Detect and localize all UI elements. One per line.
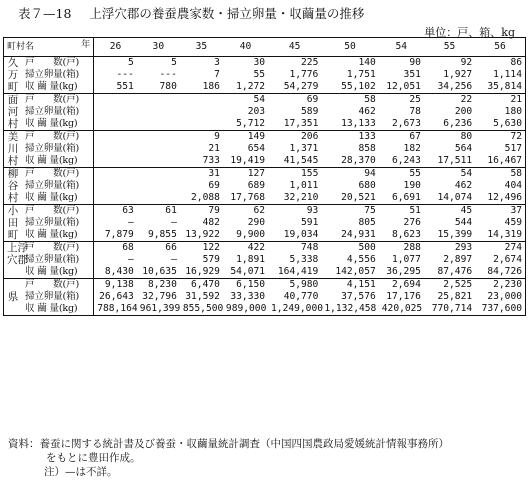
value-cell: 748 [301, 242, 319, 253]
value-cell: 68 [122, 242, 134, 253]
value-cell: 5 [171, 57, 177, 68]
value-cell [137, 106, 180, 118]
value-cell: 1,272 [223, 81, 268, 94]
value-cell: 680 [358, 180, 376, 191]
value-cell: 404 [504, 180, 522, 191]
town-name-cell: 村 [4, 155, 22, 168]
value-cell: 69 [208, 180, 220, 191]
source-note-continued: をもとに豊田作成。 [46, 452, 141, 464]
value-cell: 462 [358, 106, 376, 117]
value-cell: 55 [409, 168, 421, 179]
value-cell: 16,929 [180, 266, 223, 279]
town-name-cell: 久 [7, 57, 19, 69]
table-row [4, 69, 526, 81]
value-cell: — [128, 254, 134, 265]
year-column-header: 年 [81, 40, 91, 50]
value-cell: 276 [403, 217, 421, 228]
value-cell: 37,576 [341, 291, 376, 302]
town-name-cell [4, 266, 22, 279]
value-cell: 2,088 [180, 192, 223, 205]
header-row [4, 38, 526, 57]
value-cell: 25,821 [437, 291, 473, 302]
value-cell: 6,470 [191, 279, 220, 290]
value-cell: 12,051 [379, 81, 424, 94]
value-cell: 788,164 [94, 303, 137, 316]
value-cell: 54 [253, 94, 266, 105]
metric-label-cell: 掃立卵量(箱) [22, 106, 94, 118]
value-cell: 16,467 [475, 155, 525, 168]
value-cell: 86 [510, 57, 522, 68]
value-cell: 54,071 [223, 266, 268, 279]
value-cell: 2,525 [443, 279, 473, 290]
footnote: 注）—は不詳。 [44, 466, 118, 478]
table-number: 表７—18 [18, 6, 72, 21]
value-cell: 45 [460, 205, 473, 216]
value-cell: — [128, 217, 134, 228]
value-cell: 17,511 [424, 155, 475, 168]
value-cell [180, 106, 223, 118]
year-header: 45 [268, 38, 321, 57]
town-name-cell: 面 [7, 94, 19, 106]
value-cell: 155 [301, 168, 319, 179]
value-cell: 589 [301, 106, 319, 117]
year-header: 54 [379, 38, 424, 57]
value-cell: 1,927 [443, 69, 473, 80]
table-row [4, 155, 526, 168]
value-cell: 8,623 [379, 229, 424, 242]
value-cell: 2,673 [379, 118, 424, 131]
value-cell: 58 [364, 94, 376, 105]
value-cell [94, 118, 137, 131]
town-name-cell: 田 [7, 217, 19, 229]
table-row [4, 217, 526, 229]
value-cell [94, 143, 137, 155]
town-name-cell: 穴郡 [7, 254, 28, 266]
value-cell: 40,770 [283, 291, 319, 302]
value-cell: 855,500 [180, 303, 223, 316]
table-row [4, 303, 526, 316]
metric-label-cell: 収 繭 量(kg) [22, 229, 94, 242]
value-cell: 61 [165, 205, 177, 216]
value-cell: 1,371 [289, 143, 319, 154]
value-cell: 28,370 [321, 155, 378, 168]
value-cell: 30 [253, 57, 266, 68]
value-cell: 3 [214, 57, 220, 68]
value-cell: 500 [358, 242, 376, 253]
metric-label-cell: 戸 数(戸) [22, 205, 94, 218]
table-title [18, 4, 364, 22]
value-cell: 9 [214, 131, 220, 142]
value-cell: 9,900 [223, 229, 268, 242]
value-cell: 4,151 [346, 279, 376, 290]
value-cell: 591 [301, 217, 319, 228]
value-cell: 31,592 [185, 291, 220, 302]
town-name-cell: 県 [7, 291, 19, 303]
value-cell: --- [159, 69, 177, 80]
value-cell: 80 [460, 131, 473, 142]
value-cell [137, 180, 180, 192]
value-cell: 55 [253, 69, 266, 80]
table-row [4, 254, 526, 266]
table-row [4, 143, 526, 155]
value-cell: 544 [454, 217, 473, 228]
value-cell: 517 [504, 143, 522, 154]
corner-header [4, 38, 94, 57]
year-header: 50 [321, 38, 378, 57]
table-row [4, 192, 526, 205]
value-cell: 6,150 [236, 279, 266, 290]
value-cell: 19,419 [223, 155, 268, 168]
value-cell: 51 [409, 205, 421, 216]
value-cell: 6,691 [379, 192, 424, 205]
value-cell: 10,635 [137, 266, 180, 279]
value-cell [180, 94, 223, 107]
town-name-cell: 村 [4, 118, 22, 131]
value-cell: 69 [306, 94, 319, 105]
value-cell: 737,600 [475, 303, 525, 316]
value-cell: 1,114 [493, 69, 522, 80]
value-cell: 733 [180, 155, 223, 168]
metric-label-cell: 戸 数(戸) [22, 57, 94, 70]
value-cell: 4,556 [346, 254, 376, 265]
value-cell [94, 155, 137, 168]
value-cell: 482 [202, 217, 220, 228]
value-cell: 186 [180, 81, 223, 94]
value-cell: 5,338 [289, 254, 319, 265]
value-cell: 200 [454, 106, 473, 117]
value-cell: 67 [409, 131, 421, 142]
town-name-cell: 小 [7, 205, 19, 217]
value-cell: 31 [208, 168, 220, 179]
value-cell: 142,057 [321, 266, 378, 279]
value-cell: 989,000 [223, 303, 268, 316]
town-name-cell: 川 [7, 143, 19, 155]
value-cell: 1,132,458 [321, 303, 378, 316]
metric-label-cell: 収 繭 量(kg) [22, 303, 94, 316]
value-cell: 462 [454, 180, 473, 191]
metric-label-cell: 戸 数(戸) [22, 279, 94, 292]
value-cell [180, 118, 223, 131]
table-notes [8, 437, 449, 479]
value-cell [137, 192, 180, 205]
table-row [4, 180, 526, 192]
value-cell: 26,643 [99, 291, 134, 302]
metric-label-cell: 掃立卵量(箱) [22, 69, 94, 81]
value-cell: 351 [403, 69, 421, 80]
year-header: 30 [137, 38, 180, 57]
table-row [4, 106, 526, 118]
table-row [4, 57, 526, 70]
town-name-cell: 谷 [7, 180, 19, 192]
value-cell: 90 [409, 57, 421, 68]
value-cell: 122 [202, 242, 220, 253]
value-cell: 75 [364, 205, 376, 216]
value-cell: 20,521 [321, 192, 378, 205]
value-cell: 290 [247, 217, 266, 228]
value-cell: 72 [510, 131, 522, 142]
value-cell: 1,776 [289, 69, 319, 80]
value-cell [94, 94, 137, 107]
value-cell: 54,279 [268, 81, 321, 94]
table-body [4, 57, 526, 316]
value-cell: 459 [504, 217, 522, 228]
value-cell: 805 [358, 217, 376, 228]
town-name-cell: 村 [4, 192, 22, 205]
value-cell: 84,726 [475, 266, 525, 279]
table-row [4, 81, 526, 94]
year-header: 55 [424, 38, 475, 57]
value-cell: 92 [460, 57, 473, 68]
value-cell [94, 180, 137, 192]
value-cell: 62 [253, 205, 266, 216]
town-name-cell: 美 [7, 131, 19, 143]
metric-label-cell: 掃立卵量(箱) [22, 143, 94, 155]
value-cell: 41,545 [268, 155, 321, 168]
value-cell: 7 [214, 69, 220, 80]
town-column-header: 町村名 [7, 42, 35, 52]
town-name-cell: 町 [4, 229, 22, 242]
value-cell: 9,138 [104, 279, 134, 290]
value-cell: 564 [454, 143, 473, 154]
value-cell: 24,931 [321, 229, 378, 242]
value-cell [137, 118, 180, 131]
value-cell: 2,897 [443, 254, 473, 265]
value-cell [137, 131, 180, 144]
value-cell: 14,319 [475, 229, 525, 242]
value-cell: 13,133 [321, 118, 378, 131]
value-cell: 164,419 [268, 266, 321, 279]
year-header: 26 [94, 38, 137, 57]
value-cell: 8,430 [94, 266, 137, 279]
value-cell [137, 168, 180, 181]
value-cell: 654 [247, 143, 266, 154]
value-cell: 94 [364, 168, 376, 179]
value-cell: 17,351 [268, 118, 321, 131]
value-cell: 2,674 [493, 254, 522, 265]
value-cell: 34,256 [424, 81, 475, 94]
value-cell: 87,476 [424, 266, 475, 279]
table-row [4, 118, 526, 131]
table-row [4, 291, 526, 303]
value-cell: 33,330 [230, 291, 266, 302]
metric-label-cell: 戸 数(戸) [22, 94, 94, 107]
value-cell: 2,230 [493, 279, 522, 290]
value-cell [94, 131, 137, 144]
table-row [4, 242, 526, 255]
value-cell: 225 [301, 57, 319, 68]
value-cell [94, 168, 137, 181]
value-cell: — [171, 217, 177, 228]
value-cell: 551 [94, 81, 137, 94]
value-cell: 17,176 [386, 291, 421, 302]
value-cell: 5,980 [289, 279, 319, 290]
value-cell: 32,210 [268, 192, 321, 205]
value-cell: 14,074 [424, 192, 475, 205]
value-cell: 15,399 [424, 229, 475, 242]
value-cell: 1,249,000 [268, 303, 321, 316]
value-cell: 858 [358, 143, 376, 154]
town-name-cell [4, 303, 22, 316]
value-cell: 13,922 [180, 229, 223, 242]
value-cell: 79 [208, 205, 220, 216]
metric-label-cell: 収 繭 量(kg) [22, 266, 94, 279]
metric-label-cell: 戸 数(戸) [22, 242, 94, 255]
metric-label-cell: 収 繭 量(kg) [22, 155, 94, 168]
value-cell: 288 [403, 242, 421, 253]
table-row [4, 131, 526, 144]
value-cell: 293 [454, 242, 473, 253]
value-cell: 190 [403, 180, 421, 191]
value-cell [137, 155, 180, 168]
value-cell: 422 [247, 242, 266, 253]
value-cell: 180 [504, 106, 522, 117]
unit-label: 単位：戸、箱、kg [424, 26, 515, 39]
value-cell [137, 94, 180, 107]
value-cell: 32,796 [142, 291, 177, 302]
value-cell: 58 [510, 168, 522, 179]
value-cell: 6,236 [424, 118, 475, 131]
value-cell: 780 [137, 81, 180, 94]
value-cell: 1,891 [236, 254, 266, 265]
table-row [4, 229, 526, 242]
value-cell: 21 [510, 94, 522, 105]
value-cell: 2,694 [391, 279, 421, 290]
town-name-cell: 町 [4, 81, 22, 94]
metric-label-cell: 収 繭 量(kg) [22, 118, 94, 131]
year-header: 35 [180, 38, 223, 57]
table-row [4, 205, 526, 218]
value-cell: 25 [409, 94, 421, 105]
source-note: 資料：養蚕に関する統計書及び養蚕・収繭量統計調査（中国四国農政局愛媛統計情報事務所） [8, 438, 449, 450]
table-row [4, 168, 526, 181]
value-cell: 54 [460, 168, 473, 179]
year-header: 40 [223, 38, 268, 57]
town-name-cell [4, 279, 22, 292]
value-cell: 1,011 [289, 180, 319, 191]
value-cell: --- [116, 69, 134, 80]
value-cell: 1,077 [391, 254, 421, 265]
value-cell: 1,751 [346, 69, 376, 80]
value-cell: 9,855 [137, 229, 180, 242]
town-name-cell: 上浮 [7, 242, 28, 254]
value-cell: 23,000 [487, 291, 522, 302]
table-title-text: 上浮穴郡の養蚕農家数・掃立卵量・収繭量の推移 [89, 6, 365, 21]
value-cell [94, 192, 137, 205]
year-header: 56 [475, 38, 525, 57]
value-cell: 274 [504, 242, 522, 253]
value-cell: — [171, 254, 177, 265]
value-cell: 21 [208, 143, 220, 154]
value-cell: 961,399 [137, 303, 180, 316]
value-cell: 22 [460, 94, 473, 105]
town-name-cell: 万 [7, 69, 19, 81]
metric-label-cell: 掃立卵量(箱) [22, 217, 94, 229]
value-cell: 37 [510, 205, 522, 216]
table-row [4, 94, 526, 107]
value-cell: 19,034 [268, 229, 321, 242]
value-cell: 93 [306, 205, 319, 216]
value-cell: 689 [247, 180, 266, 191]
value-cell: 770,714 [424, 303, 475, 316]
value-cell: 66 [165, 242, 177, 253]
value-cell: 12,496 [475, 192, 525, 205]
metric-label-cell: 掃立卵量(箱) [22, 180, 94, 192]
value-cell: 5 [128, 57, 134, 68]
value-cell: 133 [358, 131, 376, 142]
metric-label-cell: 戸 数(戸) [22, 131, 94, 144]
metric-label-cell: 戸 数(戸) [22, 168, 94, 181]
value-cell: 35,814 [475, 81, 525, 94]
value-cell: 140 [358, 57, 376, 68]
value-cell: 36,295 [379, 266, 424, 279]
value-cell: 78 [409, 106, 421, 117]
value-cell: 149 [247, 131, 266, 142]
metric-label-cell: 掃立卵量(箱) [22, 254, 94, 266]
town-name-cell: 河 [7, 106, 19, 118]
value-cell [137, 143, 180, 155]
metric-label-cell: 掃立卵量(箱) [22, 291, 94, 303]
value-cell: 182 [403, 143, 421, 154]
metric-label-cell: 収 繭 量(kg) [22, 192, 94, 205]
value-cell: 8,230 [147, 279, 177, 290]
metric-label-cell: 収 繭 量(kg) [22, 81, 94, 94]
value-cell: 203 [247, 106, 266, 117]
value-cell: 7,879 [94, 229, 137, 242]
value-cell: 63 [122, 205, 134, 216]
value-cell: 6,243 [379, 155, 424, 168]
value-cell: 5,630 [475, 118, 525, 131]
value-cell: 579 [202, 254, 220, 265]
value-cell [94, 106, 137, 118]
value-cell: 17,768 [223, 192, 268, 205]
value-cell: 127 [247, 168, 266, 179]
value-cell: 5,712 [223, 118, 268, 131]
town-name-cell: 柳 [7, 168, 19, 180]
statistics-table [3, 37, 526, 316]
value-cell: 206 [301, 131, 319, 142]
table-row [4, 279, 526, 292]
value-cell: 55,102 [321, 81, 378, 94]
table-row [4, 266, 526, 279]
value-cell: 420,025 [379, 303, 424, 316]
